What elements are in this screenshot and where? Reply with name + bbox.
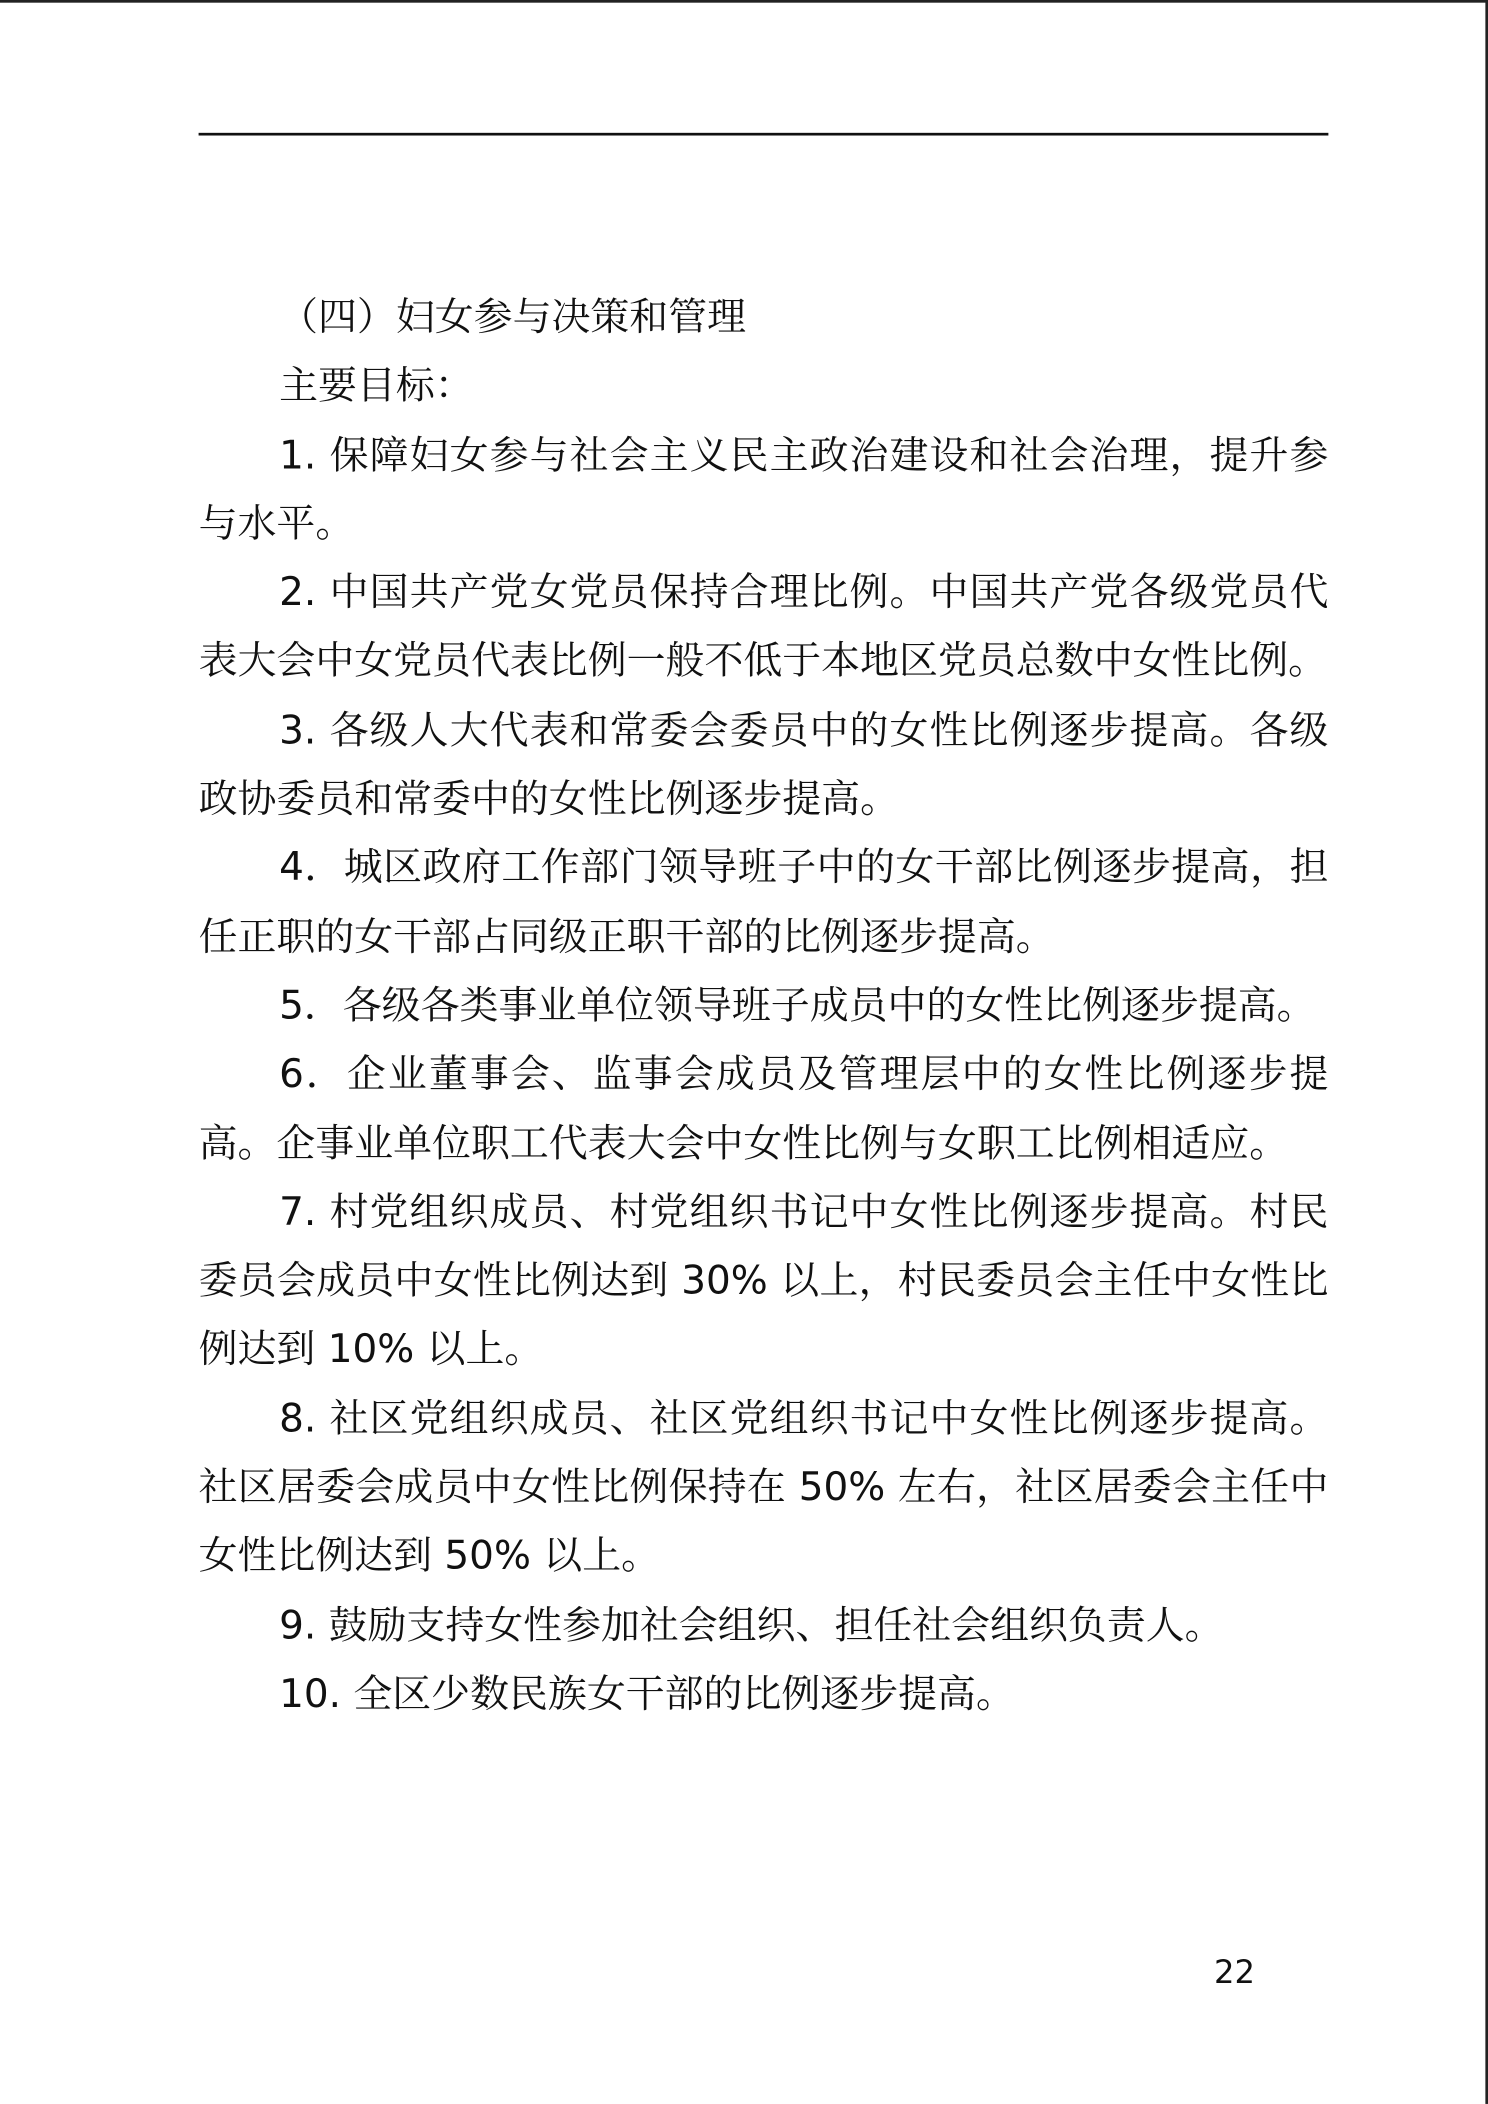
list-item: 1. 保障妇女参与社会主义民主政治建设和社会治理，提升参与水平。 (198, 431, 1329, 546)
header-rule (199, 133, 1329, 136)
section-heading: （四）妇女参与决策和管理 (279, 293, 747, 340)
list-item: 4．城区政府工作部门领导班子中的女干部比例逐步提高，担任正职的女干部占同级正职干部的比例逐步提高。 (198, 844, 1329, 959)
page-number: 22 (1213, 1953, 1255, 1992)
list-item: 6．企业董事会、监事会成员及管理层中的女性比例逐步提高。企事业单位职工代表大会中女性比例与女职工比例相适应。 (198, 1050, 1329, 1166)
list-item: 8. 社区党组织成员、社区党组织书记中女性比例逐步提高。社区居委会成员中女性比例保持在 50% 左右，社区居委会主任中女性比例达到 50% 以上。 (198, 1395, 1329, 1579)
list-item: 7. 村党组织成员、村党组织书记中女性比例逐步提高。村民委员会成员中女性比例达到 30% 以上，村民委员会主任中女性比例达到 10% 以上。 (198, 1188, 1329, 1372)
list-item: 3. 各级人大代表和常委会委员中的女性比例逐步提高。各级政协委员和常委中的女性比例逐步提高。 (198, 706, 1329, 822)
list-item: 5．各级各类事业单位领导班子成员中的女性比例逐步提高。 (279, 982, 1316, 1028)
list-item: 9. 鼓励支持女性参加社会组织、担任社会组织负责人。 (279, 1601, 1224, 1648)
page-top-border (0, 0, 1488, 3)
subheading: 主要目标： (279, 362, 474, 409)
list-item: 2. 中国共产党女党员保持合理比例。中国共产党各级党员代表大会中女党员代表比例一般不低于本地区党员总数中女性比例。 (198, 569, 1329, 684)
list-item: 10. 全区少数民族女干部的比例逐步提高。 (279, 1670, 1015, 1717)
body-text (199, 283, 1329, 1728)
